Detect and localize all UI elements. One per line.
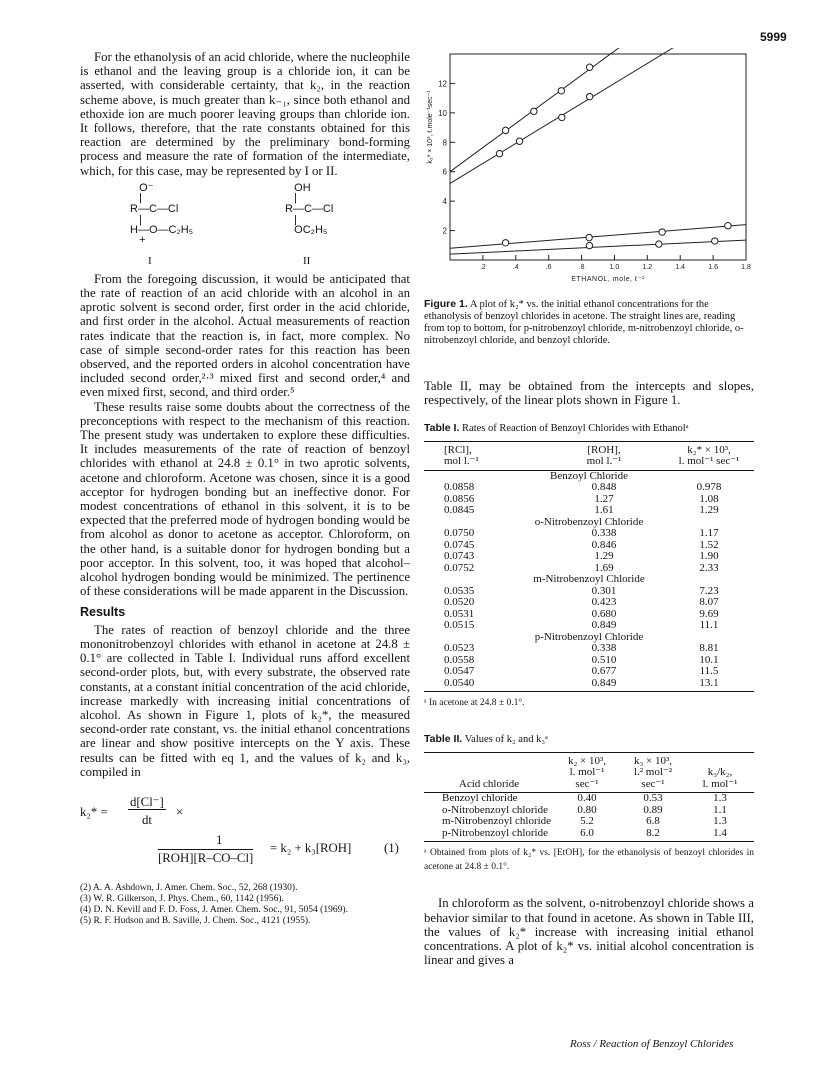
table-2-title-label: Table II. xyxy=(424,733,463,746)
equation-numerator: d[Cl⁻] xyxy=(130,794,164,809)
equation-denominator: [ROH][R–CO–Cl] xyxy=(158,850,254,865)
table-2-header-line: k₃ × 10³, xyxy=(633,754,673,767)
equation-times: × xyxy=(176,804,184,819)
table-cell: 0.849 xyxy=(591,619,617,632)
figure-1-caption-text: A plot of k₂* vs. the initial ethanol concentrations for the ethanolysis of benzoyl chlorides in acetone. The straight lines are, reading from top to bottom, for p-nitrobenzoyl chloride, m-nitrobenzoyl chloride, o-nitrobenzoyl chloride, and benzoyl chloride. xyxy=(424,299,744,346)
data-point xyxy=(659,229,665,235)
table-cell: 1.27 xyxy=(594,492,614,505)
x-tick-label: 1.6 xyxy=(708,264,718,271)
table-cell: 9.69 xyxy=(699,607,719,620)
table-2-header-line: k₃/k₂, xyxy=(707,766,733,779)
table-cell: Benzoyl chloride xyxy=(442,792,518,805)
structure-I-line: R—C—Cl xyxy=(130,202,179,215)
table-2-header xyxy=(620,752,686,793)
figure-1-chart xyxy=(424,48,754,290)
x-tick-label: .4 xyxy=(512,264,519,271)
right-column xyxy=(424,48,754,967)
paragraph-present-study: These results raise some doubts about the correctness of the preconceptions with respect to the mechanism of this reaction. The present study was undertaken to explore these difficulties. It includes measurements of the rate of reaction of benzoyl chlorides with ethanol at 24.8 ± 0.1° in two aprotic solvents, acetone and chloroform. Acetone was chosen, since it is a good acceptor for hydrogen bonding but an ineffective donor. For modest concentrations of ethanol in this solvent, it is to be expected that the preferred mode of hydrogen bonding would be from alcohol as donor to acetone as acceptor. Chloroform, on the other hand, is a suitable donor for hydrogen bonding but a poor acceptor. In this solvent, too, it was hoped that alcohol–alcohol hydrogen bonding would be minimized. The pertinence of these considerations will be made apparent in the Discussion. xyxy=(80,399,410,599)
table-row xyxy=(424,666,754,678)
table-2-header-line: l. mol⁻¹ xyxy=(569,766,605,779)
table-cell: 0.0520 xyxy=(444,596,475,609)
structure-II-line: R—C—Cl xyxy=(285,202,334,215)
series-fit-line xyxy=(450,48,746,172)
table-cell: 0.40 xyxy=(577,792,597,805)
structure-II xyxy=(285,182,405,268)
table-cell: 0.0558 xyxy=(444,653,475,666)
table-cell: 0.848 xyxy=(591,481,617,494)
structure-II-label: II xyxy=(303,254,311,267)
table-cell: 8.81 xyxy=(699,642,719,655)
table-cell: 0.0515 xyxy=(444,619,475,632)
table-cell: o-Nitrobenzoyl chloride xyxy=(442,803,548,816)
section-heading-results: Results xyxy=(80,604,126,619)
table-cell: 0.680 xyxy=(591,607,617,620)
figure-1-caption xyxy=(424,298,754,347)
equation-lhs: k₂* = xyxy=(80,804,108,819)
table-1-header-unit: mol l.⁻¹ xyxy=(424,456,544,470)
table-cell: p-Nitrobenzoyl chloride xyxy=(424,828,554,842)
equation-number: (1) xyxy=(384,840,399,855)
equation-1 xyxy=(80,787,410,877)
data-point xyxy=(502,127,508,133)
paragraph-table-intro: Table II, may be obtained from the intercepts and slopes, respectively, of the linear plots shown in Figure 1. xyxy=(424,379,754,408)
table-cell: 0.978 xyxy=(696,481,722,494)
series-fit-line xyxy=(450,225,746,249)
table-2-header xyxy=(686,752,754,793)
data-point xyxy=(586,93,592,99)
table-cell: 0.0743 xyxy=(444,550,475,563)
footnote: (2) A. A. Ashdown, J. Amer. Chem. Soc., 52, 268 (1930). xyxy=(80,882,298,893)
structure-I-line: + xyxy=(130,233,146,246)
y-tick-label: 10 xyxy=(438,108,447,118)
table-1-footnote: ᵃ In acetone at 24.8 ± 0.1°. xyxy=(424,698,525,709)
table-2-header-line: k₂ × 10³, xyxy=(567,754,607,767)
table-cell: 0.338 xyxy=(591,642,617,655)
paragraph-ethanolysis: For the ethanolysis of an acid chloride, where the nucleophile is ethanol and the leaving group is a chloride ion, it can be asserted, with considerable certainty, that k₂, in the reaction scheme above, is much greater than k₋₁, since both ethanol and ethoxide ion are much poorer leaving groups than chloride ion. It follows, therefore, that the rate constants obtained for this reaction are determined by the preliminary bond-forming process and measure the rate of formation of the intermediate, which, for this case, may be represented by I or II. xyxy=(80,50,410,178)
table-row xyxy=(424,816,754,828)
table-1-group-heading: m-Nitrobenzoyl Chloride xyxy=(533,573,645,586)
structures xyxy=(80,182,410,268)
table-cell: 0.0535 xyxy=(444,584,475,597)
table-cell: 2.33 xyxy=(699,561,719,574)
structure-I-line: | xyxy=(130,191,143,204)
table-2-title-text: Values of k₂ and k₃ᵃ xyxy=(464,734,548,746)
table-cell: 1.29 xyxy=(594,550,614,563)
structure-I-label: I xyxy=(148,254,152,267)
table-1-header: [RCl], xyxy=(424,441,544,456)
structure-II-line: | xyxy=(285,213,298,226)
table-cell: 0.0858 xyxy=(444,481,475,494)
table-cell: 0.0752 xyxy=(444,561,475,574)
table-cell: 0.849 xyxy=(544,678,664,692)
paragraph-results: The rates of reaction of benzoyl chloride and the three mononitrobenzoyl chlorides with ethanol in acetone at 24.8 ± 0.1° are collected in Table I. Individual runs afford excellent second-order plots, but, with every substrate, the observed rate constants, at a constant initial concentration of the acid chloride, increase markedly with increasing initial concentrations of alcohol. As shown in Figure 1, plots of k₂*, the measured second-order rate constant, vs. the initial ethanol concentrations are linear and show positive intercepts on the Y axis. These results can be fitted with eq 1, and the values of k₂ and k₃, compiled in xyxy=(80,622,410,779)
table-cell: 0.846 xyxy=(591,538,617,551)
footnote: (4) D. N. Kevill and F. D. Foss, J. Amer. Chem. Soc., 91, 5054 (1969). xyxy=(80,904,348,915)
left-column xyxy=(80,50,410,927)
x-tick-label: 1.4 xyxy=(675,264,686,271)
table-cell: 1.29 xyxy=(699,504,719,517)
table-cell: 11.5 xyxy=(699,665,719,678)
table-cell: 6.8 xyxy=(646,815,660,828)
table-cell: 1.52 xyxy=(699,538,719,551)
footnote: (3) W. R. Gilkerson, J. Phys. Chem., 60, 1142 (1956). xyxy=(80,893,284,904)
table-cell: 0.53 xyxy=(643,792,663,805)
x-tick-label: .6 xyxy=(545,264,552,271)
paragraph-chloroform: In chloroform as the solvent, o-nitrobenzoyl chloride shows a behavior similar to that found in acetone. As shown in Table III, the values of k₂* increase with increasing initial ethanol concentrations. A plot of k₂* vs. initial alcohol concentration is linear and gives a xyxy=(424,896,754,968)
table-cell: 1.4 xyxy=(686,828,754,842)
y-tick-label: 12 xyxy=(438,79,447,89)
structure-II-line: OH xyxy=(285,181,311,194)
page-number: 5999 xyxy=(760,30,787,44)
x-tick-label: 1.2 xyxy=(642,264,653,271)
data-point xyxy=(531,108,537,114)
data-point xyxy=(586,242,592,248)
table-cell: 1.69 xyxy=(594,561,614,574)
table-cell: 11.1 xyxy=(699,619,719,632)
x-tick-label: .8 xyxy=(578,264,585,271)
table-2-header-line: l.² mol⁻² xyxy=(633,766,673,779)
table-cell: 1.08 xyxy=(699,492,719,505)
running-foot: Ross / Reaction of Benzoyl Chlorides xyxy=(570,1038,734,1050)
table-cell: 0.0745 xyxy=(444,538,475,551)
footnotes xyxy=(80,883,410,927)
table-cell: 0.0845 xyxy=(444,504,475,517)
table-cell: 0.89 xyxy=(643,803,663,816)
paragraph-anticipated-order: From the foregoing discussion, it would be anticipated that the rate of reaction of an acid chloride with an alcohol in an aprotic solvent is second order, first order in the acid chloride, and first order in the alcohol. Actual measurements of reaction rates indicate that the reaction is, in fact, more complex. No case of simple second-order rates for this reaction has been observed, and the reported orders in alcohol concentration have included second order,²·³ mixed first and second order,⁴ and even mixed first, second, and third order.⁵ xyxy=(80,271,410,400)
table-1-group-heading: o-Nitrobenzoyl Chloride xyxy=(534,515,644,528)
data-point xyxy=(516,138,522,144)
table-cell: 0.0750 xyxy=(444,527,475,540)
y-tick-label: 2 xyxy=(442,226,447,236)
x-tick-label: 1.0 xyxy=(609,264,620,271)
y-axis-label: k₂* × 10³, ℓ.mole⁻¹sec⁻¹ xyxy=(427,90,434,164)
table-row xyxy=(424,482,754,494)
table-cell: 1.3 xyxy=(713,792,727,805)
table-row xyxy=(424,505,754,517)
table-1-header-unit: mol l.⁻¹ xyxy=(544,456,664,470)
data-point xyxy=(586,234,592,240)
table-cell: 7.23 xyxy=(699,584,719,597)
equation-numerator: 1 xyxy=(216,832,223,847)
figure-1-caption-label: Figure 1. xyxy=(424,298,468,310)
table-cell: 8.2 xyxy=(620,828,686,842)
table-cell: 0.677 xyxy=(591,665,617,678)
table-cell: 1.17 xyxy=(699,527,719,540)
structure-I-line: O⁻ xyxy=(130,181,154,194)
table-cell: 8.07 xyxy=(699,596,719,609)
table-cell: 0.0531 xyxy=(444,607,475,620)
table-cell: 0.510 xyxy=(591,653,617,666)
data-point xyxy=(502,240,508,246)
table-cell: 0.0856 xyxy=(444,492,475,505)
structure-I xyxy=(130,182,250,268)
table-cell: 0.0547 xyxy=(444,665,475,678)
table-row xyxy=(424,528,754,540)
table-cell: m-Nitrobenzoyl chloride xyxy=(442,815,552,828)
table-cell: 1.3 xyxy=(713,815,727,828)
table-2-header xyxy=(424,752,554,793)
data-point xyxy=(656,241,662,247)
table-row xyxy=(424,643,754,655)
figure-1 xyxy=(424,48,754,290)
table-1-group-heading: p-Nitrobenzoyl Chloride xyxy=(534,630,644,643)
table-row xyxy=(424,597,754,609)
table-cell: 0.0523 xyxy=(444,642,475,655)
data-point xyxy=(558,88,564,94)
data-point xyxy=(496,150,502,156)
table-2-title xyxy=(424,732,754,747)
table-cell: 0.338 xyxy=(591,527,617,540)
series-fit-line xyxy=(450,240,746,254)
table-cell: 5.2 xyxy=(580,815,594,828)
table-cell: 1.61 xyxy=(594,504,614,517)
table-cell: 0.80 xyxy=(577,803,597,816)
table-cell: 0.0540 xyxy=(424,678,544,692)
structure-I-line: | xyxy=(130,213,143,226)
table-cell: 1.1 xyxy=(713,803,727,816)
table-cell: 10.1 xyxy=(699,653,719,666)
data-point xyxy=(725,223,731,229)
data-point xyxy=(586,64,592,70)
table-1-title xyxy=(424,421,754,436)
table-row xyxy=(424,551,754,563)
table-cell: 1.90 xyxy=(699,550,719,563)
structure-II-line: OC₂H₅ xyxy=(285,223,328,236)
table-row xyxy=(424,828,754,842)
series-fit-line xyxy=(450,48,746,183)
table-1-title-text: Rates of Reaction of Benzoyl Chlorides with Ethanolᵃ xyxy=(462,423,689,435)
table-2 xyxy=(424,752,754,843)
table-cell: 0.301 xyxy=(591,584,617,597)
y-tick-label: 6 xyxy=(442,167,447,177)
table-row xyxy=(424,793,754,805)
x-tick-label: 1.8 xyxy=(741,264,751,271)
y-tick-label: 4 xyxy=(442,197,447,207)
structure-II-line: | xyxy=(285,191,298,204)
y-tick-label: 8 xyxy=(442,138,447,148)
table-2-header-line: l. mol⁻¹ xyxy=(702,777,738,790)
data-point xyxy=(559,114,565,120)
table-1-header-unit: l. mol⁻¹ sec⁻¹ xyxy=(664,456,754,470)
table-cell: 13.1 xyxy=(664,678,754,692)
table-row xyxy=(424,620,754,632)
table-2-header-line: Acid chloride xyxy=(458,777,520,790)
table-2-header-line: sec⁻¹ xyxy=(641,777,665,790)
equation-rhs: = k₂ + k₃[ROH] xyxy=(270,840,352,855)
table-row xyxy=(424,678,754,692)
table-1 xyxy=(424,441,754,693)
x-axis-label: ETHANOL, mole, ℓ⁻¹ xyxy=(571,276,645,283)
table-1-header: k₂* × 10³, xyxy=(664,441,754,456)
table-cell: 0.423 xyxy=(591,596,617,609)
table-2-header-line: sec⁻¹ xyxy=(575,777,599,790)
table-1-header: [ROH], xyxy=(544,441,664,456)
table-2-header xyxy=(554,752,620,793)
footnote: (5) R. F. Hudson and B. Saville, J. Chem. Soc., 4121 (1955). xyxy=(80,915,311,926)
table-2-footnote: ᵃ Obtained from plots of k₂* vs. [EtOH], for the ethanolysis of benzoyl chlorides in acetone at 24.8 ± 0.1°. xyxy=(424,848,754,873)
data-point xyxy=(712,238,718,244)
structure-I-line: H—O—C₂H₅ xyxy=(130,223,194,236)
table-1-group-heading: Benzoyl Chloride xyxy=(550,469,628,482)
x-tick-label: .2 xyxy=(479,264,486,271)
table-cell: 6.0 xyxy=(554,828,620,842)
equation-denominator: dt xyxy=(142,812,152,827)
table-1-title-label: Table I. xyxy=(424,422,460,435)
